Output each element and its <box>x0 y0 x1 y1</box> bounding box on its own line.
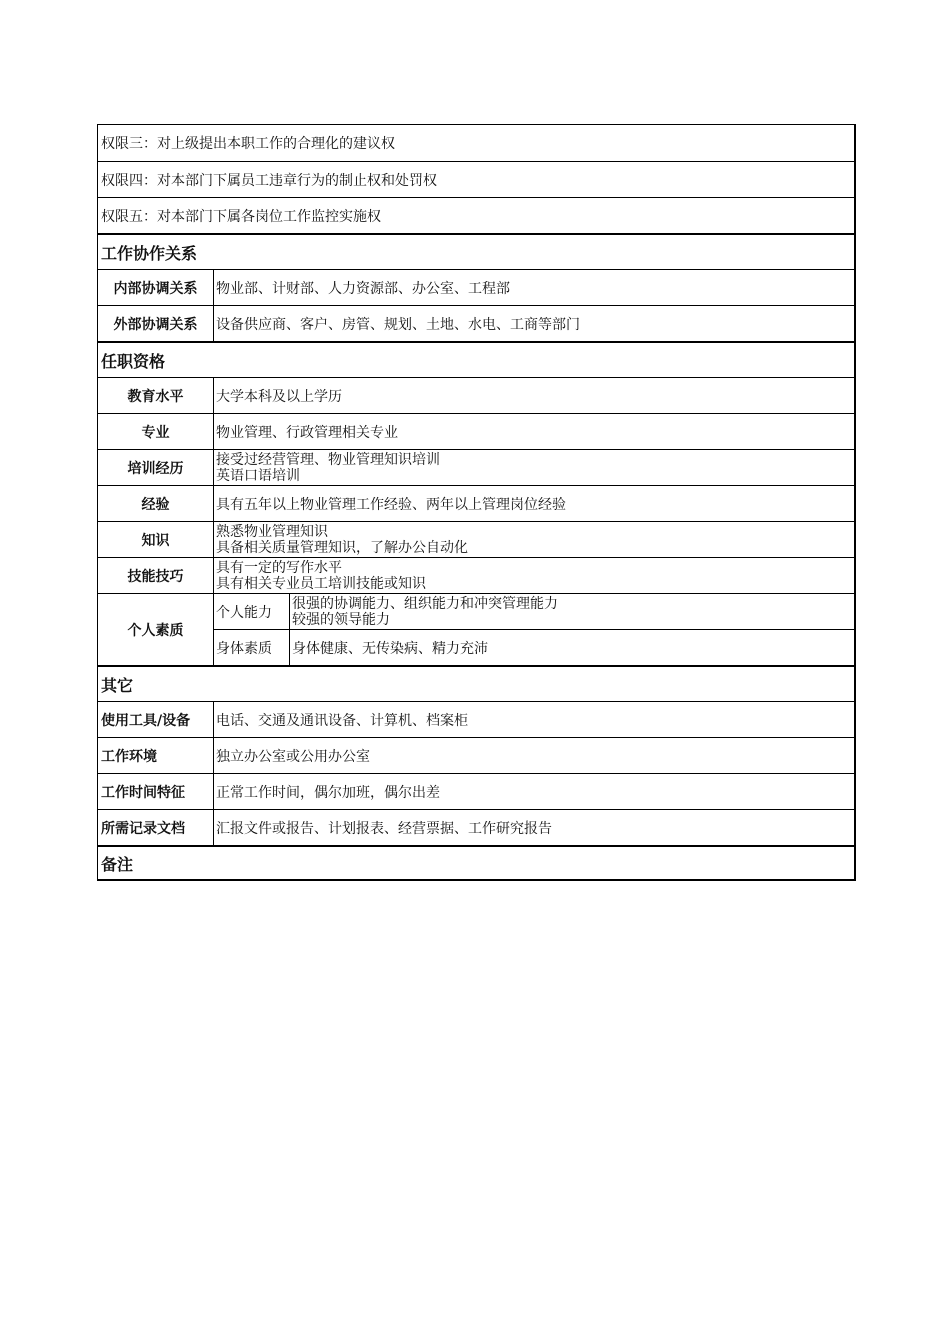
environment-value: 独立办公室或公用办公室 <box>216 748 370 765</box>
skills-row <box>98 557 854 593</box>
training-row <box>98 449 854 485</box>
ability-value <box>290 594 854 629</box>
environment-row <box>98 737 854 773</box>
section-title: 其它 <box>101 675 134 695</box>
documents-row <box>98 809 854 845</box>
physical-value: 身体健康、无传染病、精力充沛 <box>292 640 488 657</box>
tools-label: 使用工具/设备 <box>98 702 214 737</box>
section-title: 工作协作关系 <box>101 243 198 263</box>
internal-coordination-label: 内部协调关系 <box>98 270 214 305</box>
major-value: 物业管理、行政管理相关专业 <box>216 424 398 441</box>
environment-label: 工作环境 <box>98 738 214 773</box>
internal-coordination-row <box>98 269 854 305</box>
experience-label: 经验 <box>98 486 214 521</box>
section-title: 备注 <box>101 854 134 874</box>
ability-line: 很强的协调能力、组织能力和冲突管理能力 <box>292 595 558 612</box>
tools-value: 电话、交通及通讯设备、计算机、档案柜 <box>216 712 468 729</box>
rights-row-4 <box>98 161 854 197</box>
work-time-value: 正常工作时间，偶尔加班，偶尔出差 <box>216 784 440 801</box>
skills-value <box>214 558 854 593</box>
job-description-table <box>97 124 856 881</box>
work-time-row <box>98 773 854 809</box>
training-value <box>214 450 854 485</box>
rights-text: 权限四：对本部门下属员工违章行为的制止权和处罚权 <box>101 172 437 189</box>
external-coordination-value: 设备供应商、客户、房管、规划、土地、水电、工商等部门 <box>216 316 580 333</box>
ability-line: 较强的领导能力 <box>292 611 390 628</box>
knowledge-line: 具备相关质量管理知识，了解办公自动化 <box>216 539 468 556</box>
major-label: 专业 <box>98 414 214 449</box>
work-time-label: 工作时间特征 <box>98 774 214 809</box>
personal-quality-subtable <box>214 594 854 665</box>
knowledge-row <box>98 521 854 557</box>
section-other <box>98 665 854 701</box>
experience-value: 具有五年以上物业管理工作经验、两年以上管理岗位经验 <box>216 496 566 513</box>
rights-text: 权限五：对本部门下属各岗位工作监控实施权 <box>101 208 381 225</box>
training-line: 英语口语培训 <box>216 467 300 484</box>
skills-label: 技能技巧 <box>98 558 214 593</box>
rights-row-3 <box>98 124 854 161</box>
skills-line: 具有相关专业员工培训技能或知识 <box>216 575 426 592</box>
tools-row <box>98 701 854 737</box>
education-label: 教育水平 <box>98 378 214 413</box>
rights-text: 权限三：对上级提出本职工作的合理化的建议权 <box>101 136 395 152</box>
personal-quality-row <box>98 593 854 665</box>
ability-label: 个人能力 <box>214 594 290 629</box>
physical-label: 身体素质 <box>214 630 290 665</box>
documents-value: 汇报文件或报告、计划报表、经营票据、工作研究报告 <box>216 820 552 837</box>
physical-row <box>214 629 854 665</box>
internal-coordination-value: 物业部、计财部、人力资源部、办公室、工程部 <box>216 280 510 297</box>
experience-row <box>98 485 854 521</box>
external-coordination-label: 外部协调关系 <box>98 306 214 341</box>
rights-row-5 <box>98 197 854 233</box>
knowledge-value <box>214 522 854 557</box>
knowledge-line: 熟悉物业管理知识 <box>216 523 328 540</box>
training-line: 接受过经营管理、物业管理知识培训 <box>216 451 440 468</box>
education-row <box>98 377 854 413</box>
knowledge-label: 知识 <box>98 522 214 557</box>
section-title: 任职资格 <box>101 351 166 371</box>
education-value: 大学本科及以上学历 <box>216 388 342 405</box>
section-qualifications <box>98 341 854 377</box>
skills-line: 具有一定的写作水平 <box>216 559 342 576</box>
ability-row <box>214 594 854 629</box>
section-coordination <box>98 233 854 269</box>
external-coordination-row <box>98 305 854 341</box>
major-row <box>98 413 854 449</box>
personal-quality-label: 个人素质 <box>98 594 214 665</box>
documents-label: 所需记录文档 <box>98 810 214 845</box>
training-label: 培训经历 <box>98 450 214 485</box>
section-remarks <box>98 845 854 881</box>
